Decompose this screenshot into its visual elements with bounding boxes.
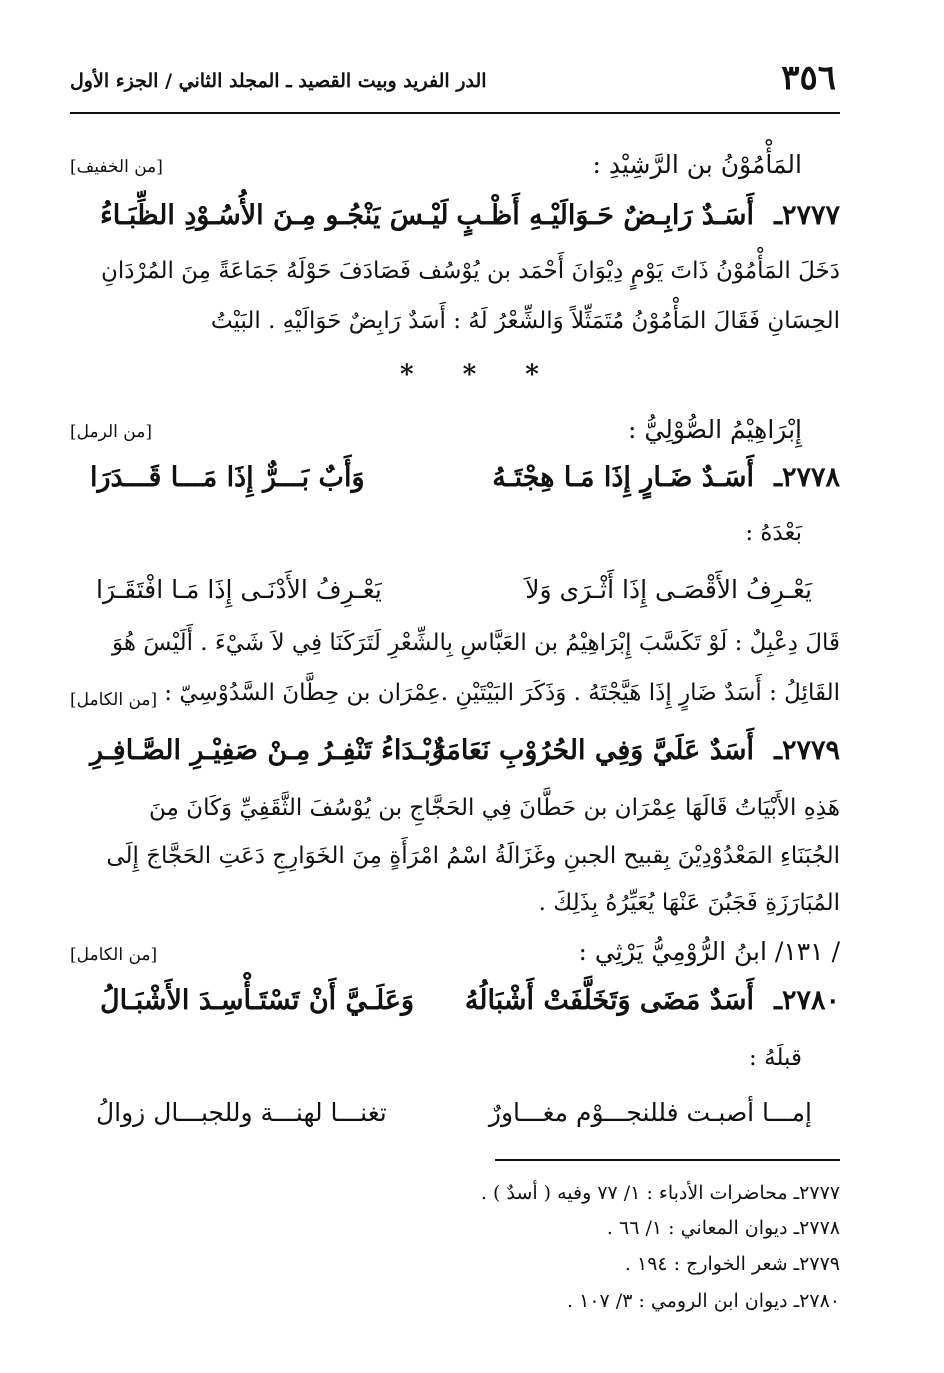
verse-hemistich-first: أَسَدٌ مَضَى وَتَخَلَّفَتْ أَشْبَالُهُ <box>464 985 754 1016</box>
verse-hemistich-second: رَبْـدَاءُ تَنْفِـرُ مِـنْ صَفِيْـرِ الصَّـافِـرِ <box>90 735 445 766</box>
prose-line: دَخَلَ المَأْمُوْنُ ذَاتَ يَوْمٍ دِيْوَانَ أَحْمَد بن يُوْسُف فَصَادَفَ حَوْلَهُ جَمَاعَةً مِنَ المُرْدَانِ <box>100 258 840 284</box>
verse-hemistich-second: وَأَبٌ بَـــرٌّ إِذَا مَـــا قَـــدَرَا <box>90 462 365 493</box>
verse-number: ٢٧٧٧ـ <box>774 200 840 231</box>
prose-line: القَائِلُ : أَسَدٌ ضَارٍ إِذَا هَيَّجْتَهُ . وَذَكَرَ البَيْتَيْنِ .عِمْرَان بن حِطَّانَ السَّدُوْسِيّ : <box>164 680 840 706</box>
header-rule <box>70 112 840 114</box>
meter-label: [من الكامل] <box>70 690 158 710</box>
verse-hemistich-first: أَسَـدٌ رَابِـضٌ حَـوَالَيْـهِ أَظْـبٍ <box>456 200 754 231</box>
verse-hemistich-second: لَيْـسَ يَنْجُـو مِـنَ الأُسُـوْدِ الظِّبَـاءُ <box>100 200 449 231</box>
verse-number: ٢٧٧٩ـ <box>774 735 840 766</box>
verse-number: ٢٧٧٨ـ <box>774 462 840 493</box>
poet-name: المَأْمُوْنُ بن الرَّشِيْدِ : <box>592 150 802 179</box>
running-title: الدر الفريد وبيت القصيد ـ المجلد الثاني / الجزء الأول <box>70 70 487 92</box>
verse-hemistich-first: أَسَـدٌ ضَـارٍ إِذَا مَـا هِجْتَـهُ <box>492 462 754 493</box>
footnote: ٢٧٨٠ـ ديوان ابن الرومي : ٣/ ١٠٧ . <box>567 1290 840 1312</box>
page-number: ٣٥٦ <box>781 58 836 98</box>
context-label: قبلَهُ : <box>749 1045 802 1071</box>
meter-label: [من الخفيف] <box>70 157 163 177</box>
related-verse-second: تغنـــا لهنـــة وللجبـــال زوالُ <box>96 1098 387 1127</box>
meter-label: [من الرمل] <box>70 422 152 442</box>
poet-name: / ١٣١/ ابنُ الرُّوْمِيُّ يَرْثِي : <box>578 937 840 966</box>
footnote-rule <box>495 1159 840 1161</box>
verse-hemistich-second: وَعَلَـيَّ أَنْ تَسْتَـأْسِـدَ الأَشْبَـالُ <box>100 985 415 1016</box>
prose-line: قَالَ دِعْبِلٌ : لَوْ تَكَسَّبَ إِبْرَاهِيْمُ بن العَبَّاسِ بِالشِّعْرِ لَتَرَكَنَا فِي لاَ شَيْءَ . أَلَيْسَ هُوَ <box>111 630 840 656</box>
prose-line: الحِسَانِ فَقَالَ المَأْمُوْنُ مُتَمَثِّلاً وَالشِّعْرُ لَهُ : أَسَدٌ رَابِضٌ حَوَالَيْهِ . البَيْتُ <box>210 308 840 334</box>
footnote: ٢٧٧٩ـ شعر الخوارج : ١٩٤ . <box>624 1253 840 1275</box>
meter-label: [من الكامل] <box>70 945 158 965</box>
related-verse-second: يَعْـرِفُ الأَدْنَـى إِذَا مَـا افْتَقَـرَا <box>96 575 382 604</box>
prose-line: هَذِهِ الأَبْيَاتُ قَالَهَا عِمْرَان بن حَطَّانَ فِي الحَجَّاجِ بن يُوْسُفَ الثَّقَفِيِّ وَكَانَ مِنَ <box>149 795 840 821</box>
footnote: ٢٧٧٨ـ ديوان المعاني : ١/ ٦٦ . <box>606 1217 840 1239</box>
prose-line: الجُبَنَاءِ المَعْدُوْدِيْنَ بِقبيح الجبنِ وغَزَالَةُ اسْمُ امْرَأَةٍ مِنَ الخَوَارِجِ دَعَتِ الحَجَّاجَ إِلَى <box>106 843 840 869</box>
related-verse-first: يَعْـرِفُ الأَقْصَـى إِذَا أَثْـرَى وَلاَ <box>525 575 812 604</box>
context-label: بَعْدَهُ : <box>745 520 802 546</box>
prose-line: المُبَارَزَةِ فَجَبُنَ عَنْهَا يُعَيِّرُهُ بِذَلِكَ . <box>538 890 840 916</box>
section-divider-stars: * * * <box>400 360 559 390</box>
poet-name: إِبْرَاهِيْمُ الصُّوْلِيُّ : <box>628 415 802 444</box>
related-verse-first: إمـــا أصبـت فللنجـــوْم مغـــاورٌ <box>488 1098 812 1127</box>
verse-hemistich-first: أَسَدٌ عَلَيَّ وَفِي الحُرُوْبِ نَعَامَةٌ <box>431 735 754 766</box>
verse-number: ٢٧٨٠ـ <box>774 985 840 1016</box>
footnote: ٢٧٧٧ـ محاضرات الأدباء : ١/ ٧٧ وفيه ( أسدٌ ) . <box>480 1182 840 1204</box>
